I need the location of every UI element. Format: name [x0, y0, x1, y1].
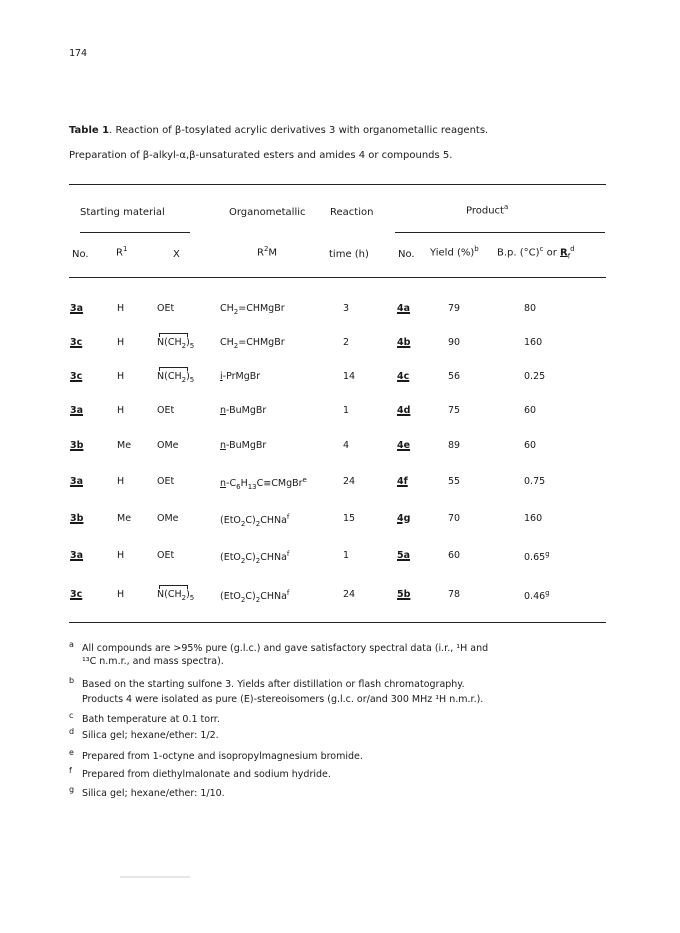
row-1-product: 4a [397, 303, 411, 314]
row-9-product: 5b [397, 589, 411, 600]
table-label: Table 1 [69, 125, 110, 136]
row-3-x: $N(CH_2)_5$ [157, 371, 195, 384]
row-4-yield: 75 [448, 405, 461, 416]
footnote-mark: a [69, 640, 74, 649]
row-9-x: $N(CH_2)_5$ [157, 589, 195, 602]
row-9-yield: 78 [448, 589, 461, 600]
row-1-compound: 3a [70, 303, 84, 314]
footnote-c [69, 711, 220, 725]
row-5-yield: 89 [448, 440, 461, 451]
footnote-a [69, 640, 488, 654]
row-2-bp: 160 [524, 337, 543, 348]
row-6-x: OEt [157, 476, 175, 487]
row-3-bp: 0.25 [524, 371, 546, 382]
row-1-time: 3 [343, 303, 350, 314]
header-bp: B.p. $(^\circ C)^c$ or $R_f^d$ [497, 245, 575, 261]
footnote-b [69, 676, 465, 690]
row-2-yield: 90 [448, 337, 461, 348]
header-yield: Yield (%)$^b$ [430, 245, 479, 259]
row-7-r2m: $(EtO_2C)_2CHNa^f$ [220, 513, 290, 529]
footnote-f [69, 766, 331, 780]
row-1-r1: H [117, 303, 125, 314]
header-reaction: Reaction [330, 207, 374, 218]
row-4-time: 1 [343, 405, 350, 416]
row-1-x: OEt [157, 303, 175, 314]
row-8-yield: 60 [448, 550, 461, 561]
row-2-time: 2 [343, 337, 350, 348]
footnote-cont-1 [69, 656, 224, 667]
row-1-r2m: $CH_2=CHMgBr$ [220, 303, 285, 316]
footnote-text: Silica gel; hexane/ether: 1/2. [82, 730, 219, 741]
header-x: X [173, 249, 180, 260]
row-6-r1: H [117, 476, 125, 487]
row-5-time: 4 [343, 440, 350, 451]
header-organometallic: Organometallic [229, 207, 306, 218]
footnote-text: Products 4 were isolated as pure (E)-stereoisomers (g.l.c. or/and 300 MHz ¹H n.m.r.). [82, 694, 484, 705]
scan-smudge [120, 876, 190, 878]
footnote-d [69, 727, 219, 741]
starting-material-rule [80, 232, 190, 233]
row-2-x: $N(CH_2)_5$ [157, 337, 195, 350]
footnote-cont-3 [69, 694, 483, 705]
row-2-compound: 3c [70, 337, 83, 348]
caption-text-1: . Reaction of β-tosylated acrylic derivatives 3 with organometallic reagents. [109, 125, 489, 136]
product-rule [395, 232, 605, 233]
row-4-r1: H [117, 405, 125, 416]
row-8-bp: 0.65$^g$ [524, 550, 550, 564]
footnote-mark: b [69, 676, 75, 685]
row-5-compound: 3b [70, 440, 84, 451]
row-3-yield: 56 [448, 371, 461, 382]
row-8-time: 1 [343, 550, 350, 561]
footnote-text: Silica gel; hexane/ether: 1/10. [82, 788, 225, 799]
row-8-product: 5a [397, 550, 411, 561]
row-3-product: 4c [397, 371, 410, 382]
footnote-text: Based on the starting sulfone 3. Yields after distillation or flash chromatography. [82, 679, 465, 690]
header-no: No. [72, 249, 89, 260]
row-1-bp: 80 [524, 303, 537, 314]
row-9-time: 24 [343, 589, 356, 600]
footnote-text: Prepared from 1-octyne and isopropylmagnesium bromide. [82, 751, 363, 762]
header-bottom-rule [69, 277, 606, 278]
row-3-r2m: i-PrMgBr [220, 371, 261, 382]
footnote-text: Bath temperature at 0.1 torr. [82, 714, 220, 725]
row-1-yield: 79 [448, 303, 461, 314]
row-6-time: 24 [343, 476, 356, 487]
footnote-g [69, 785, 225, 799]
row-5-product: 4e [397, 440, 411, 451]
row-6-r2m: $n-C_6H_{13}C\equiv CMgBr^e$ [220, 476, 307, 492]
row-2-product: 4b [397, 337, 411, 348]
row-8-x: OEt [157, 550, 175, 561]
row-4-product: 4d [397, 405, 411, 416]
footnote-mark: d [69, 727, 75, 736]
header-starting-material: Starting material [80, 207, 165, 218]
row-5-bp: 60 [524, 440, 537, 451]
row-8-compound: 3a [70, 550, 84, 561]
footnote-text: Prepared from diethylmalonate and sodium hydride. [82, 769, 331, 780]
row-6-product: 4f [397, 476, 408, 487]
row-6-bp: 0.75 [524, 476, 546, 487]
header-time: time (h) [329, 249, 369, 260]
table-caption-line-2: Preparation of β-alkyl-α,β-unsaturated esters and amides 4 or compounds 5. [69, 150, 453, 161]
row-4-bp: 60 [524, 405, 537, 416]
row-7-time: 15 [343, 513, 356, 524]
row-2-r1: H [117, 337, 125, 348]
footnote-mark: e [69, 748, 74, 757]
table-caption-line-1 [69, 125, 488, 136]
row-7-bp: 160 [524, 513, 543, 524]
row-4-compound: 3a [70, 405, 84, 416]
row-8-r2m: $(EtO_2C)_2CHNa^f$ [220, 550, 290, 566]
row-7-yield: 70 [448, 513, 461, 524]
row-4-x: OEt [157, 405, 175, 416]
row-3-compound: 3c [70, 371, 83, 382]
bottom-rule [69, 622, 606, 623]
row-2-r2m: $CH_2=CHMgBr$ [220, 337, 285, 350]
row-9-r2m: $(EtO_2C)_2CHNa^f$ [220, 589, 290, 605]
header-no-product: No. [398, 249, 415, 260]
header-product: Product$^a$ [466, 203, 509, 217]
footnote-e [69, 748, 363, 762]
page-number: 174 [69, 48, 88, 59]
row-5-r1: Me [117, 440, 132, 451]
row-6-compound: 3a [70, 476, 84, 487]
header-r2m: $R^2M$ [257, 245, 278, 259]
top-rule [69, 184, 606, 185]
row-6-yield: 55 [448, 476, 461, 487]
footnote-mark: c [69, 711, 74, 720]
row-7-x: OMe [157, 513, 179, 524]
footnote-mark: f [69, 766, 72, 775]
row-5-x: OMe [157, 440, 179, 451]
row-3-time: 14 [343, 371, 356, 382]
footnote-text: ¹³C n.m.r., and mass spectra). [82, 656, 224, 667]
row-3-r1: H [117, 371, 125, 382]
row-7-product: 4g [397, 513, 411, 524]
row-4-r2m: n-BuMgBr [220, 405, 267, 416]
row-9-bp: 0.46$^g$ [524, 589, 550, 603]
row-7-r1: Me [117, 513, 132, 524]
row-7-compound: 3b [70, 513, 84, 524]
footnote-text: All compounds are >95% pure (g.l.c.) and gave satisfactory spectral data (i.r., ¹H and [82, 643, 489, 654]
row-5-r2m: n-BuMgBr [220, 440, 267, 451]
row-9-compound: 3c [70, 589, 83, 600]
row-9-r1: H [117, 589, 125, 600]
row-8-r1: H [117, 550, 125, 561]
header-r1: $R^1$ [116, 245, 128, 259]
footnote-mark: g [69, 785, 75, 794]
